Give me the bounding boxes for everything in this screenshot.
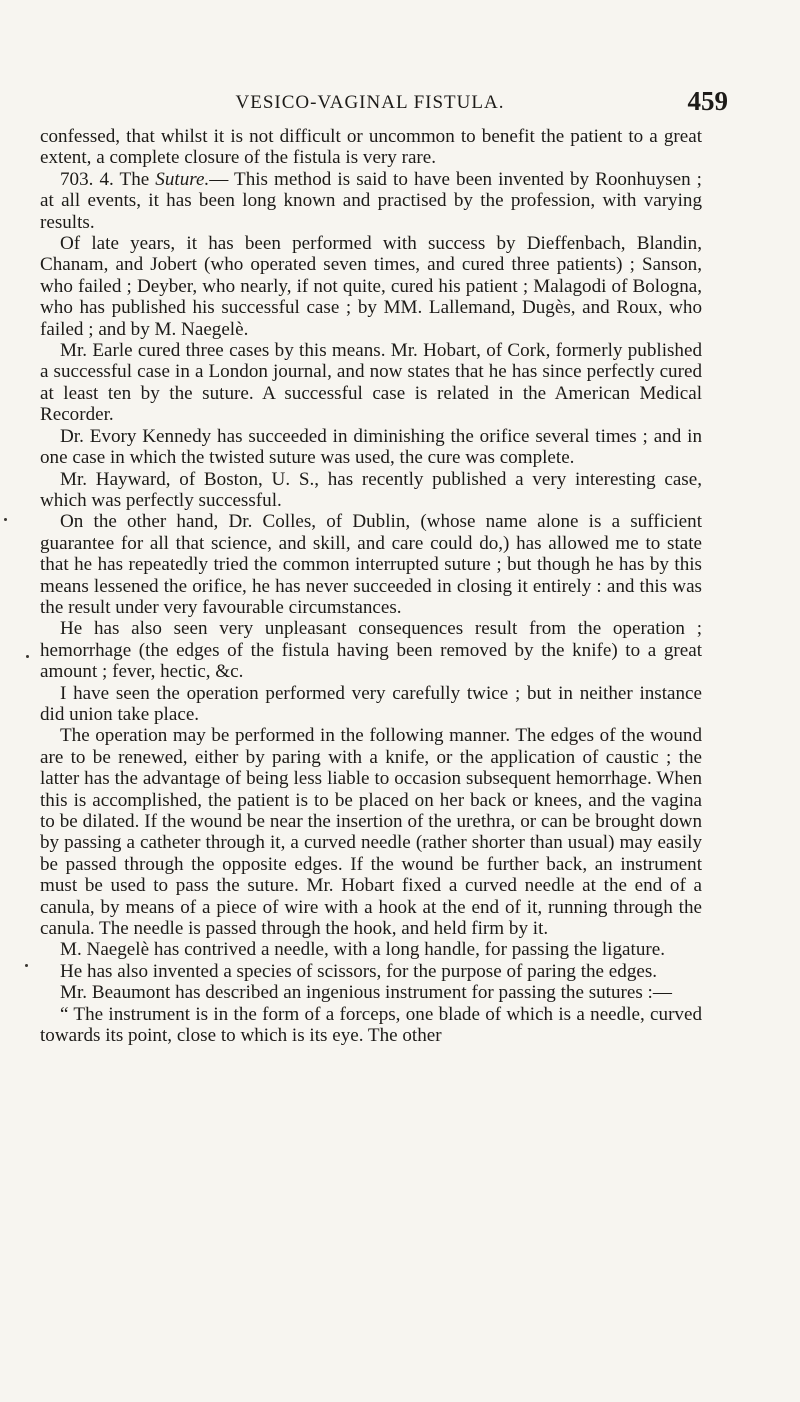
paragraph-continued: confessed, that whilst it is not difficult or uncommon to benefit the patient to a great extent, a complete closure of the fistula is very rare. [40,126,702,169]
paragraph: The operation may be performed in the following manner. The edges of the wound are to be renewed, either by paring with a knife, or the application of caustic ; the latter has the advantage of being less liable to occasion subsequent hemorrhage. When this is accomplished, the patient is to be placed on her back or knees, and the vagina to be dilated. If the wound be near the insertion of the urethra, or can be brought down by passing a catheter through it, a curved needle (rather shorter than usual) may easily be passed through the opposite edges. If the wound be further back, an instrument must be used to pass the suture. Mr. Hobart fixed a curved needle at the end of a canula, by means of a piece of wire with a hook at the end of it, running through the canula. The needle is passed through the hook, and held firm by it. [40,725,702,940]
running-title: VESICO-VAGINAL FISTULA. [235,92,505,113]
page-number: 459 [687,86,728,116]
margin-speck [26,655,29,658]
running-header [40,86,728,116]
paragraph-quotation: “ The instrument is in the form of a forceps, one blade of which is a needle, curved towards its point, close to which is its eye. The other [40,1003,702,1047]
section-number: 703. 4. The [60,168,150,190]
margin-speck [4,518,7,521]
paragraph: He has also invented a species of scissors, for the purpose of paring the edges. [60,960,658,982]
paragraph: Mr. Beaumont has described an ingenious instrument for passing the sutures :— [60,982,672,1004]
section-heading: Suture. [155,168,210,190]
section-text: — This method is said to have been invented by Roonhuysen ; at all events, it has been long known and practised by the profession, with varying results. [40,168,702,233]
paragraph-section-703 [40,169,702,233]
paragraph: On the other hand, Dr. Colles, of Dublin, (whose name alone is a sufficient guarantee for all that science, and skill, and care could do,) has allowed me to state that he has repeatedly tried the common interrupted suture ; but though he has by this means lessened the orifice, he has never succeeded in closing it entirely : and this was the result under very favourable circumstances. [40,511,702,618]
paragraph: M. Naegelè has contrived a needle, with a long handle, for passing the ligature. [60,939,665,961]
paragraph: I have seen the operation performed very carefully twice ; but in neither instance did union take place. [40,682,702,725]
paragraph: Mr. Hayward, of Boston, U. S., has recently published a very interesting case, which was perfectly successful. [40,468,702,511]
paragraph: Of late years, it has been performed with success by Dieffenbach, Blandin, Chanam, and Jobert (who operated seven times, and cured three patients) ; Sanson, who failed ; Deyber, who nearly, if not quite, cured his patient ; Malagodi of Bologna, who has published his successful case ; by MM. Lallemand, Dugès, and Roux, who failed ; and by M. Naegelè. [40,233,702,340]
body-text [40,126,702,1046]
paragraph: Mr. Earle cured three cases by this means. Mr. Hobart, of Cork, formerly published a successful case in a London journal, and now states that he has since perfectly cured at least ten by the suture. A successful case is related in the American Medical Recorder. [40,340,702,426]
paragraph: He has also seen very unpleasant consequences result from the operation ; hemorrhage (the edges of the fistula having been removed by the knife) to a great amount ; fever, hectic, &c. [40,618,702,683]
margin-speck [25,964,28,967]
paragraph: Dr. Evory Kennedy has succeeded in diminishing the orifice several times ; and in one case in which the twisted suture was used, the cure was complete. [40,425,702,469]
